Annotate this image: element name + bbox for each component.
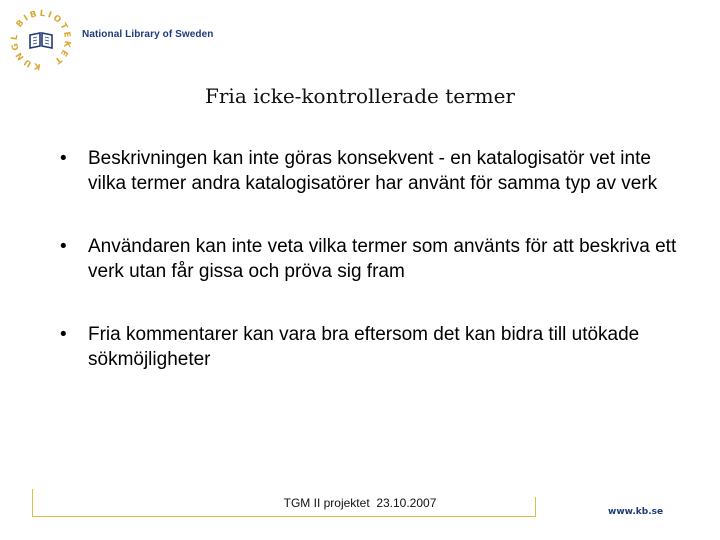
bullet-item (60, 322, 680, 372)
footer-rule (32, 516, 536, 517)
bullet-dot: • (60, 324, 67, 345)
bullet-text: Användaren kan inte veta vilka termer som använts för att beskriva ett verk utan får gissa och pröva sig fram (88, 236, 677, 282)
footer-text: TGM II projektet 23.10.2007 (283, 496, 437, 510)
slide-title: Fria icke-kontrollerade termer (204, 84, 515, 108)
bullet-item (60, 146, 680, 196)
bullet-text: Beskrivningen kan inte göras konsekvent - en katalogisatör vet inte vilka termer andra katalogisatörer har använt för samma typ av verk (88, 148, 658, 194)
svg-text:KUNGL BIBLIOTEKET: KUNGL BIBLIOTEKET (9, 8, 73, 72)
bullet-dot: • (60, 236, 67, 257)
library-logo (6, 6, 76, 72)
footer-url: www.kb.se (608, 507, 664, 517)
bullet-text: Fria kommentarer kan vara bra eftersom det kan bidra till utökade sökmöjligheter (88, 324, 640, 370)
bullet-list (60, 146, 680, 372)
brand-name: National Library of Sweden (82, 29, 214, 40)
bullet-item (60, 234, 680, 284)
bullet-dot: • (60, 148, 67, 169)
